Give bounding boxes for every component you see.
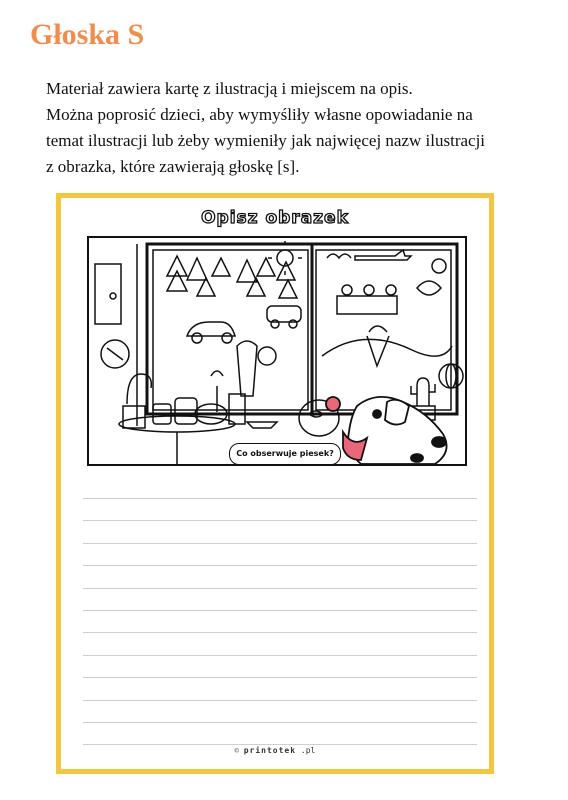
footer-brand [61,746,489,755]
intro-line: Materiał zawiera kartę z ilustracją i miejscem na opis. [46,79,413,98]
brand-domain: .pl [300,746,316,755]
writing-line [83,565,477,566]
writing-line [83,588,477,589]
writing-line [83,677,477,678]
intro-line: z obrazka, które zawierają głoskę [s]. [46,157,300,176]
writing-line [83,610,477,611]
worksheet-heading: Opisz obrazek [201,208,349,228]
writing-line [83,543,477,544]
brand-name: printotek [243,746,297,755]
page-title: Głoska S [30,18,145,51]
window-scene-illustration [87,236,467,466]
speech-bubble: Co obserwuje piesek? [229,443,341,465]
writing-line [83,700,477,701]
intro-paragraph [46,76,556,180]
writing-line [83,520,477,521]
intro-line: temat ilustracji lub żeby wymieniły jak najwięcej nazw ilustracji [46,131,486,150]
writing-line [83,632,477,633]
copyright-symbol: © [234,747,239,755]
writing-line [83,498,477,499]
writing-lines [83,498,477,767]
writing-line [83,722,477,723]
writing-line [83,655,477,656]
intro-line: Można poprosić dzieci, aby wymyśliły własne opowiadanie na [46,105,473,124]
worksheet-card [56,193,494,774]
